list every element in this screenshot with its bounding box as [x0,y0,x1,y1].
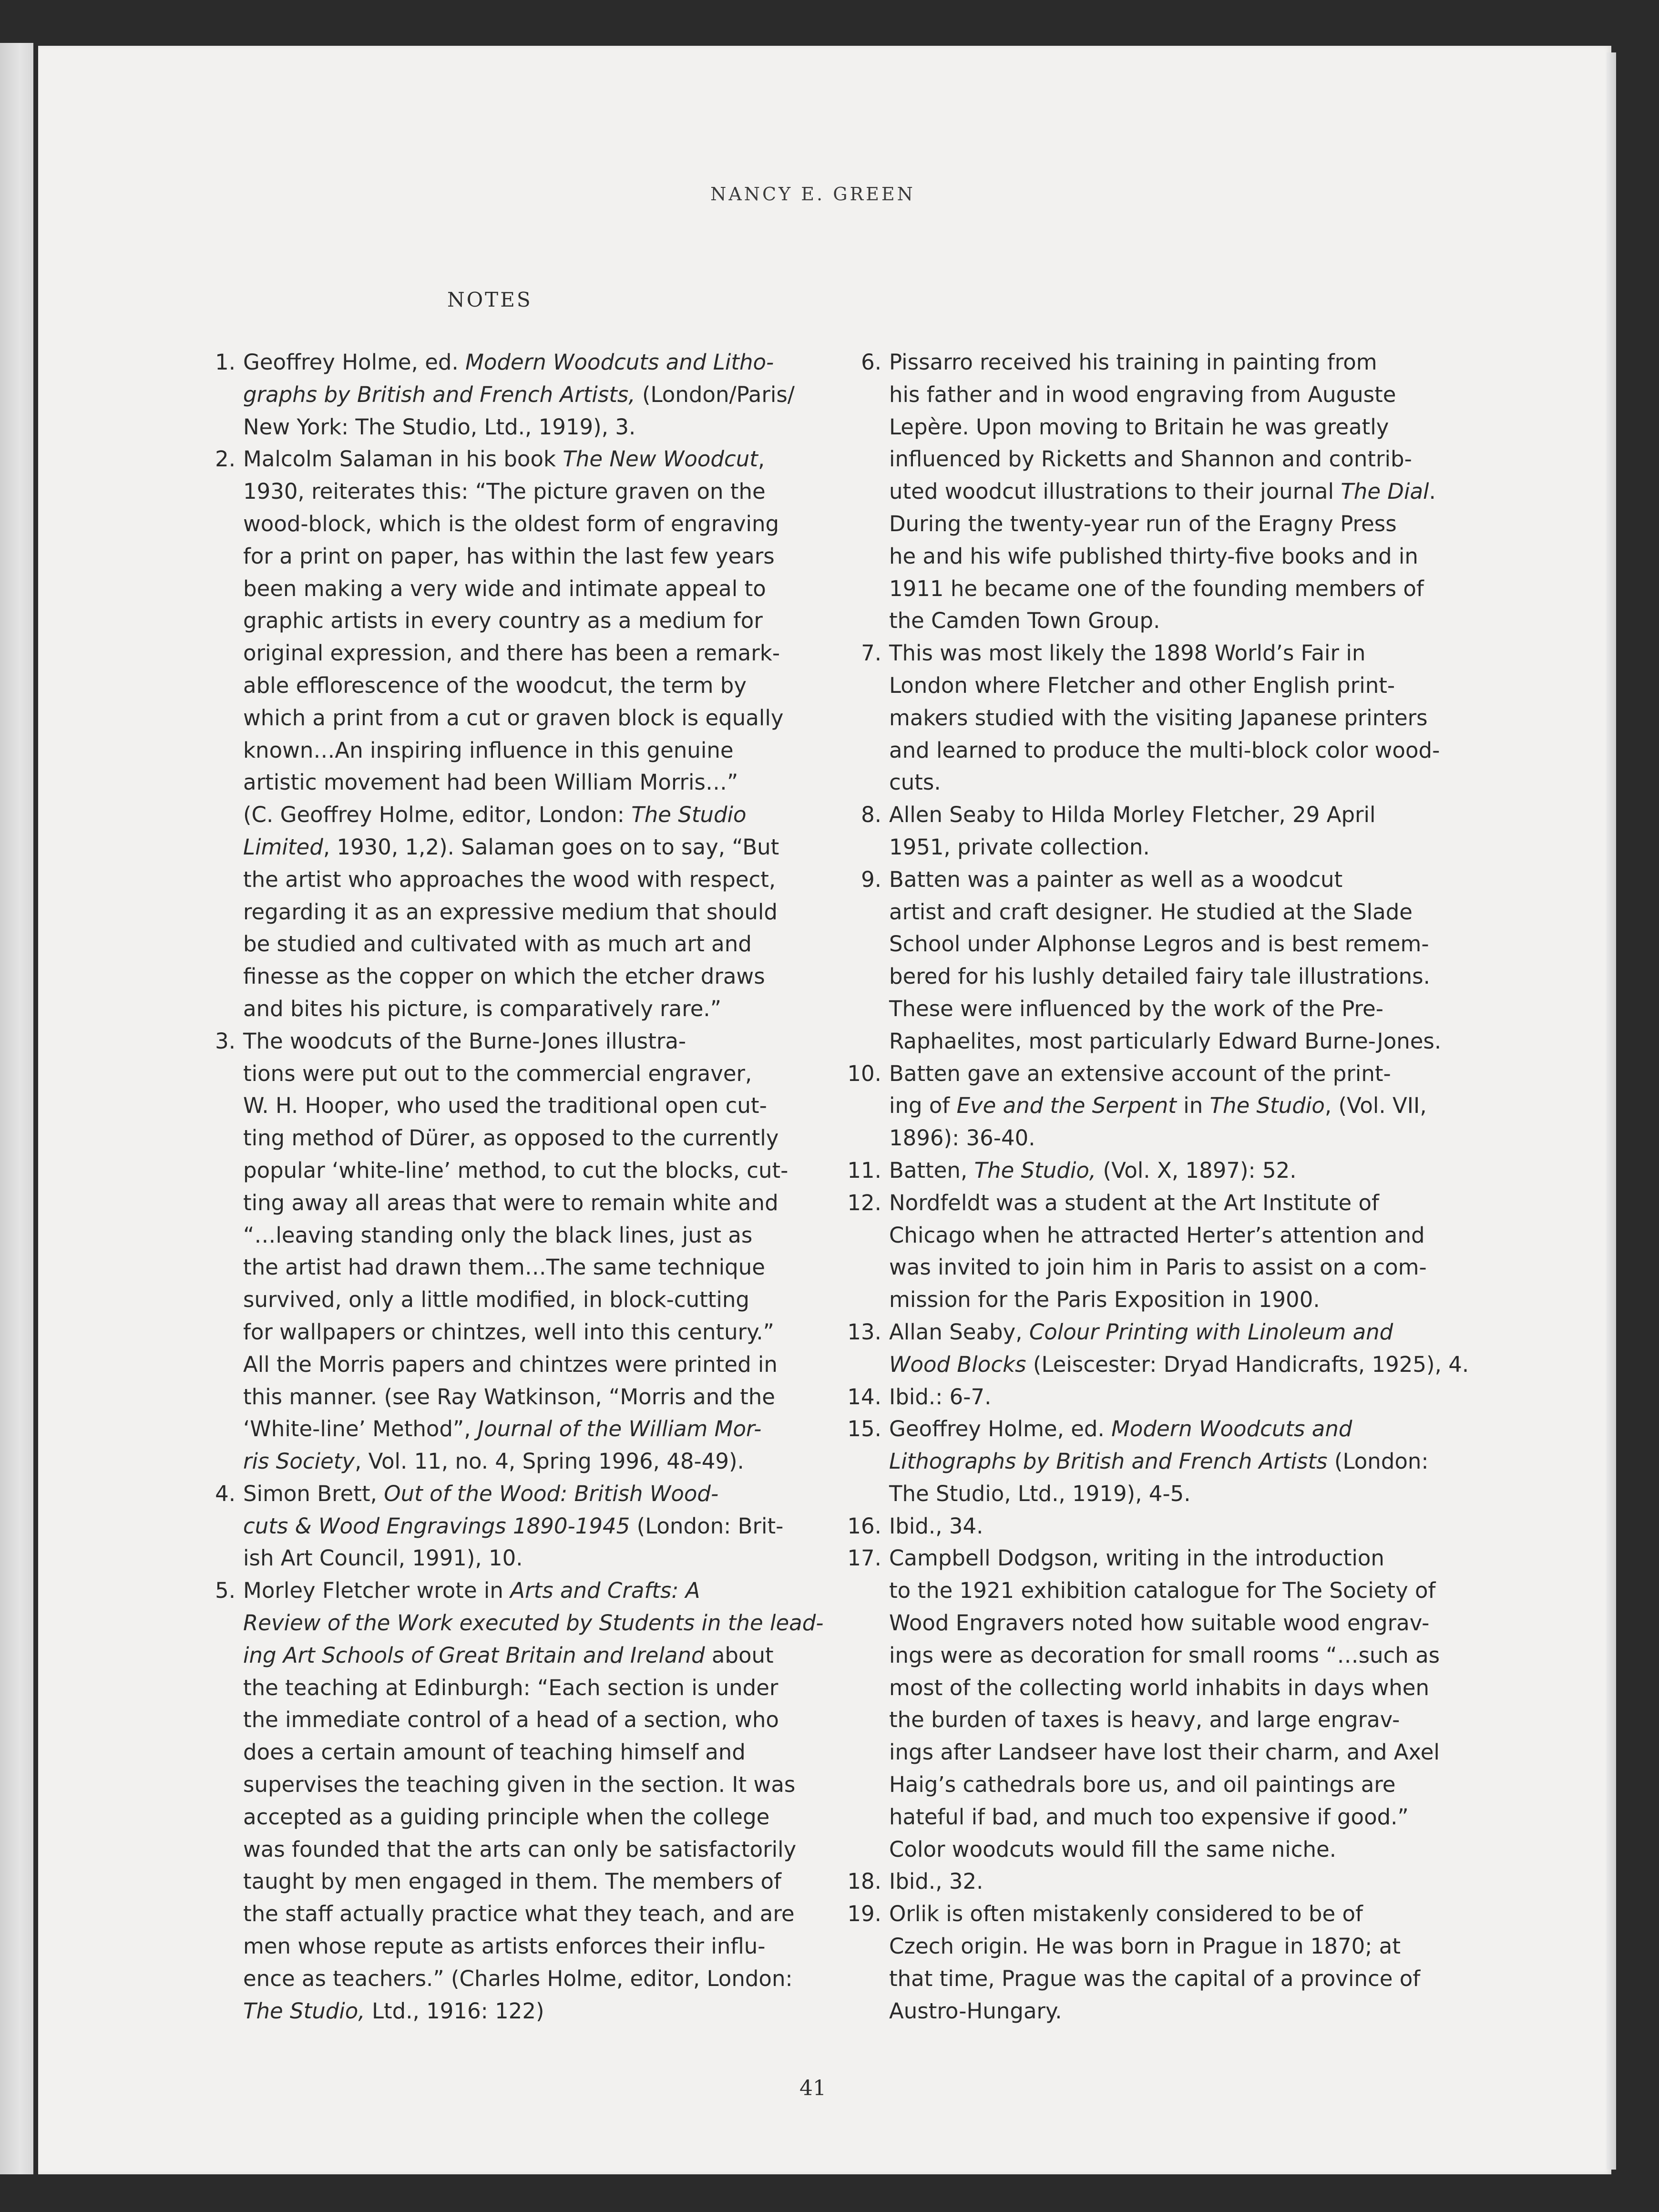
note-line [243,1930,824,1963]
note-line [889,1219,1454,1252]
note-line [889,1090,1454,1122]
text-run: . [1429,479,1436,504]
text-run: 1951, private collection. [889,834,1150,860]
italic-title: Eve and the Serpent [956,1093,1177,1119]
note-text [243,1574,824,2027]
note-line [889,1801,1454,1833]
text-run: the immediate control of a head of a section, who [243,1707,779,1733]
note-item [200,1025,803,1478]
text-run: Chicago when he attracted Herter’s attention and [889,1222,1425,1248]
text-run: New York: The Studio, Ltd., 1919), 3. [243,414,636,440]
text-run: regarding it as an expressive medium that should [243,899,778,925]
text-run: Batten gave an extensive account of the print- [889,1060,1391,1086]
note-line [889,1510,1454,1543]
note-number: 15. [847,1416,881,1442]
italic-title: Modern Woodcuts and [1111,1416,1352,1442]
text-run: Ltd., 1916: 122) [365,1998,544,2024]
text-run: London where Fletcher and other English print- [889,672,1395,698]
note-text [889,1058,1454,1154]
note-line [889,864,1454,896]
note-item [200,1478,803,1574]
note-line [243,1187,803,1219]
note-line [243,1284,803,1316]
text-run: and bites his picture, is comparatively rare.” [243,996,722,1021]
note-number: 16. [847,1513,881,1539]
note-line [889,1672,1454,1704]
text-run: ence as teachers.” (Charles Holme, editor, London: [243,1965,793,1991]
note-line [243,637,803,669]
text-run: the artist who approaches the wood with respect, [243,866,776,892]
text-run: Ibid., 34. [889,1513,983,1539]
note-line [243,1510,803,1543]
text-run: accepted as a guiding principle when the college [243,1804,770,1830]
note-line [243,1154,803,1187]
text-run: During the twenty-year run of the Eragny Press [889,511,1397,536]
note-text [243,443,803,1025]
note-text [889,1316,1469,1381]
text-run: Geoffrey Holme, ed. [243,350,466,375]
text-run: he and his wife published thirty-five books and in [889,543,1418,569]
note-line [243,1833,824,1866]
note-line [889,1316,1469,1348]
text-run: 1896): 36-40. [889,1125,1035,1151]
note-number: 10. [847,1060,881,1086]
note-item [841,346,1454,637]
note-line [243,605,803,637]
italic-title: The New Woodcut [563,446,758,472]
note-line [889,1963,1454,1995]
note-line [243,1898,824,1930]
text-run: (London/Paris/ [635,381,795,407]
note-number: 13. [847,1319,881,1345]
note-line [889,1381,1454,1413]
text-run: was founded that the arts can only be satisfactorily [243,1836,797,1862]
text-run: does a certain amount of teaching himself and [243,1739,746,1765]
text-run: Morley Fletcher wrote in [243,1578,511,1604]
note-line [889,605,1454,637]
note-text [889,1381,1454,1413]
italic-title: Modern Woodcuts and Litho- [465,350,774,375]
text-run: ting method of Dürer, as opposed to the currently [243,1125,779,1151]
text-run: the artist had drawn them…The same technique [243,1255,765,1280]
note-line [243,1769,824,1801]
text-run: uted woodcut illustrations to their journal [889,479,1341,504]
note-line [243,1672,824,1704]
note-item [841,1413,1454,1510]
running-head: NANCY E. GREEN [710,184,915,205]
note-text [889,1413,1454,1510]
note-text [243,346,803,443]
text-run: the Camden Town Group. [889,608,1160,634]
text-run: the burden of taxes is heavy, and large engrav- [889,1707,1400,1733]
note-number: 2. [215,446,236,472]
italic-title: Limited [243,834,323,860]
note-line [889,960,1454,993]
note-line [889,1995,1454,2027]
text-run: mission for the Paris Exposition in 1900. [889,1287,1320,1313]
text-run: in [1176,1093,1210,1119]
text-run: This was most likely the 1898 World’s Fair in [889,640,1366,666]
note-line [889,1445,1454,1478]
text-run: All the Morris papers and chintzes were printed in [243,1351,778,1377]
text-run: bered for his lushly detailed fairy tale illustrations. [889,964,1430,989]
note-item [841,1865,1454,1898]
note-line [243,1478,803,1510]
text-run: Batten, [889,1157,974,1183]
italic-title: graphs by British and French Artists, [243,381,635,407]
note-line [889,1833,1454,1866]
text-run: (C. Geoffrey Holme, editor, London: [243,802,632,828]
note-line [889,1348,1469,1381]
note-number: 11. [847,1157,881,1183]
note-text [889,1542,1454,1865]
text-run: wood-block, which is the oldest form of engraving [243,511,779,536]
note-line [243,864,803,896]
text-run: School under Alphonse Legros and is best remem- [889,931,1429,957]
note-line [889,669,1454,702]
note-line [889,1025,1454,1058]
text-run: “…leaving standing only the black lines, just as [243,1222,753,1248]
note-line [243,1122,803,1154]
note-line [889,1574,1454,1607]
note-line [243,1801,824,1833]
note-line [243,346,803,379]
note-text [889,346,1454,637]
italic-title: The Studio [631,802,747,828]
note-number: 8. [861,802,881,828]
note-line [243,1025,803,1058]
note-line [243,1963,824,1995]
note-item [841,864,1454,1058]
note-number: 9. [861,866,881,892]
notes-column-right [841,346,1469,2027]
note-line [889,1542,1454,1574]
note-line [889,993,1454,1025]
note-line [889,1607,1454,1639]
note-line [889,1736,1454,1769]
page-edge-right [1607,52,1616,2170]
note-line [889,1154,1454,1187]
note-item [841,799,1454,864]
text-run: ings after Landseer have lost their charm, and Axel [889,1739,1440,1765]
text-run: Pissarro received his training in painting from [889,350,1377,375]
text-run: Simon Brett, [243,1481,384,1506]
note-number: 6. [861,350,881,375]
italic-title: ing Art Schools of Great Britain and Ireland [243,1642,705,1668]
note-text [243,1025,803,1478]
note-number: 1. [215,350,236,375]
note-line [243,993,803,1025]
note-line [889,1865,1454,1898]
notes-heading: NOTES [447,288,533,311]
note-line [889,1413,1454,1445]
italic-title: The Studio [1209,1093,1325,1119]
italic-title: Colour Printing with Linoleum and [1029,1319,1393,1345]
italic-title: Wood Blocks [889,1351,1026,1377]
text-run: Haig’s cathedrals bore us, and oil paintings are [889,1772,1396,1798]
note-text [889,799,1454,864]
note-line [243,1348,803,1381]
note-number: 19. [847,1901,881,1927]
note-number: 14. [847,1384,881,1410]
italic-title: Lithographs by British and French Artists [889,1449,1328,1474]
note-line [243,443,803,475]
text-run: ing of [889,1093,957,1119]
note-text [243,1478,803,1574]
text-run: popular ‘white-line’ method, to cut the blocks, cut- [243,1157,789,1183]
note-line [243,1607,824,1639]
note-item [841,1542,1454,1865]
text-run: cuts. [889,770,941,795]
note-line [243,1219,803,1252]
note-line [889,411,1454,443]
text-run: 1930, reiterates this: “The picture graven on the [243,479,766,504]
text-run: was invited to join him in Paris to assist on a com- [889,1255,1427,1280]
italic-title: The Dial [1341,479,1429,504]
note-line [243,411,803,443]
text-run: survived, only a little modified, in block-cutting [243,1287,749,1313]
text-run: Orlik is often mistakenly considered to be of [889,1901,1363,1927]
note-line [243,1865,824,1898]
note-text [889,637,1454,799]
note-line [889,1639,1454,1672]
text-run: influenced by Ricketts and Shannon and contrib- [889,446,1412,472]
note-text [889,1510,1454,1543]
note-line [889,637,1454,669]
note-line [889,475,1454,508]
note-item [841,637,1454,799]
notes-column-left [200,346,824,2027]
note-number: 4. [215,1481,236,1506]
text-run: Raphaelites, most particularly Edward Burne-Jones. [889,1028,1442,1054]
text-run: Allan Seaby, [889,1319,1029,1345]
note-number: 18. [847,1869,881,1894]
text-run: makers studied with the visiting Japanese printers [889,705,1428,730]
previous-page-edge [0,43,33,2174]
note-line [889,443,1454,475]
note-line [889,1704,1454,1736]
note-line [243,1381,803,1413]
text-run: about [705,1642,774,1668]
note-line [243,1736,824,1769]
note-line [243,1639,824,1672]
note-line [243,1574,824,1607]
note-line [889,379,1454,411]
note-line [243,702,803,734]
text-run: for a print on paper, has within the last few years [243,543,775,569]
note-item [841,1898,1454,2027]
note-line [889,799,1454,831]
italic-title: Out of the Wood: British Wood- [384,1481,719,1506]
note-line [243,928,803,960]
note-line [243,475,803,508]
text-run: that time, Prague was the capital of a province of [889,1965,1421,1991]
text-run: Color woodcuts would fill the same niche. [889,1836,1337,1862]
note-line [889,1284,1454,1316]
text-run: taught by men engaged in them. The members of [243,1869,781,1894]
text-run: Ibid.: 6-7. [889,1384,992,1410]
note-item [200,443,803,1025]
note-text [889,1865,1454,1898]
text-run: The Studio, Ltd., 1919), 4-5. [889,1481,1191,1506]
note-line [243,1995,824,2027]
text-run: Lepère. Upon moving to Britain he was greatly [889,414,1389,440]
note-item [200,346,803,443]
note-number: 17. [847,1545,881,1571]
text-run: original expression, and there has been a remark- [243,640,780,666]
text-run: The woodcuts of the Burne-Jones illustra- [243,1028,686,1054]
note-number: 7. [861,640,881,666]
text-run: to the 1921 exhibition catalogue for The Society of [889,1578,1436,1604]
text-run: men whose repute as artists enforces their influ- [243,1934,766,1959]
italic-title: The Studio, [243,1998,365,2024]
text-run: W. H. Hooper, who used the traditional open cut- [243,1093,767,1119]
text-run: be studied and cultivated with as much art and [243,931,752,957]
note-line [889,1251,1454,1284]
text-run: for wallpapers or chintzes, well into this century.” [243,1319,774,1345]
text-run: most of the collecting world inhabits in days when [889,1675,1429,1700]
text-run: (London: [1327,1449,1429,1474]
note-line [243,799,803,831]
text-run: ish Art Council, 1991), 10. [243,1545,523,1571]
note-text [889,1898,1454,2027]
note-item [841,1058,1454,1154]
italic-title: Arts and Crafts: A [510,1578,700,1604]
note-line [243,573,803,605]
note-line [243,1445,803,1478]
note-item [841,1510,1454,1543]
note-line [889,896,1454,928]
italic-title: The Studio, [974,1157,1096,1183]
text-run: this manner. (see Ray Watkinson, “Morris and the [243,1384,775,1410]
text-run: Geoffrey Holme, ed. [889,1416,1112,1442]
text-run: artistic movement had been William Morris…” [243,770,738,795]
text-run: ‘White-line’ Method”, [243,1416,478,1442]
text-run: the staff actually practice what they teach, and are [243,1901,795,1927]
text-run: (Leiscester: Dryad Handicrafts, 1925), 4. [1026,1351,1469,1377]
note-line [243,1058,803,1090]
text-run: tions were put out to the commercial engraver, [243,1060,752,1086]
note-number: 12. [847,1190,881,1215]
text-run: able efflorescence of the woodcut, the term by [243,672,747,698]
note-line [243,669,803,702]
note-line [889,1769,1454,1801]
text-run: Campbell Dodgson, writing in the introduction [889,1545,1384,1571]
text-run: his father and in wood engraving from Auguste [889,381,1396,407]
text-run: Malcolm Salaman in his book [243,446,563,472]
note-item [841,1316,1469,1381]
note-item [200,1574,824,2027]
text-run: Batten was a painter as well as a woodcut [889,866,1343,892]
note-line [889,928,1454,960]
note-line [243,1413,803,1445]
note-text [889,1154,1454,1187]
text-run: Allen Seaby to Hilda Morley Fletcher, 29 April [889,802,1376,828]
text-run: supervises the teaching given in the section. It was [243,1772,796,1798]
note-line [243,379,803,411]
note-line [889,831,1454,864]
text-run: finesse as the copper on which the etcher draws [243,964,765,989]
note-number: 3. [215,1028,236,1054]
page-number: 41 [799,2076,826,2100]
text-run: Wood Engravers noted how suitable wood engrav- [889,1610,1430,1636]
text-run: , 1930, 1,2). Salaman goes on to say, “But [323,834,779,860]
text-run: which a print from a cut or graven block is equally [243,705,784,730]
note-line [243,540,803,573]
note-line [889,1187,1454,1219]
text-run: (London: Brit- [630,1513,784,1539]
text-run: artist and craft designer. He studied at the Slade [889,899,1413,925]
text-run: Austro-Hungary. [889,1998,1062,2024]
note-line [243,1704,824,1736]
note-line [889,734,1454,767]
text-run: , Vol. 11, no. 4, Spring 1996, 48-49). [355,1449,744,1474]
note-line [243,831,803,864]
note-line [889,1898,1454,1930]
text-run: These were influenced by the work of the Pre- [889,996,1383,1021]
italic-title: cuts & Wood Engravings 1890-1945 [243,1513,630,1539]
note-line [889,540,1454,573]
note-line [889,1058,1454,1090]
note-line [243,734,803,767]
text-run: and learned to produce the multi-block color wood- [889,737,1440,763]
text-run: the teaching at Edinburgh: “Each section is under [243,1675,778,1700]
text-run: (Vol. X, 1897): 52. [1096,1157,1297,1183]
text-run: ings were as decoration for small rooms “…such as [889,1642,1440,1668]
book-page [38,46,1611,2174]
note-number: 5. [215,1578,236,1604]
italic-title: Review of the Work executed by Students in the lead- [243,1610,824,1636]
note-line [243,508,803,540]
text-run: Czech origin. He was born in Prague in 1870; at [889,1934,1401,1959]
note-item [841,1187,1454,1316]
note-line [243,1316,803,1348]
text-run: hateful if bad, and much too expensive if good.” [889,1804,1409,1830]
note-line [889,702,1454,734]
note-item [841,1381,1454,1413]
text-run: , [758,446,765,472]
text-run: known…An inspiring influence in this genuine [243,737,734,763]
note-line [889,508,1454,540]
note-line [889,1478,1454,1510]
text-run: , (Vol. VII, [1324,1093,1427,1119]
note-line [243,896,803,928]
note-text [889,864,1454,1058]
note-line [243,1090,803,1122]
text-run: graphic artists in every country as a medium for [243,608,763,634]
note-line [889,766,1454,799]
note-text [889,1187,1454,1316]
text-run: ting away all areas that were to remain white and [243,1190,778,1215]
note-line [243,1251,803,1284]
italic-title: Journal of the William Mor- [477,1416,762,1442]
note-line [243,960,803,993]
text-run: Nordfeldt was a student at the Art Institute of [889,1190,1379,1215]
note-line [889,346,1454,379]
note-line [243,766,803,799]
text-run: been making a very wide and intimate appeal to [243,576,766,601]
text-run: Ibid., 32. [889,1869,983,1894]
italic-title: ris Society [243,1449,355,1474]
note-line [889,1930,1454,1963]
note-item [841,1154,1454,1187]
note-line [243,1542,803,1574]
note-line [889,1122,1454,1154]
text-run: 1911 he became one of the founding members of [889,576,1424,601]
note-line [889,573,1454,605]
